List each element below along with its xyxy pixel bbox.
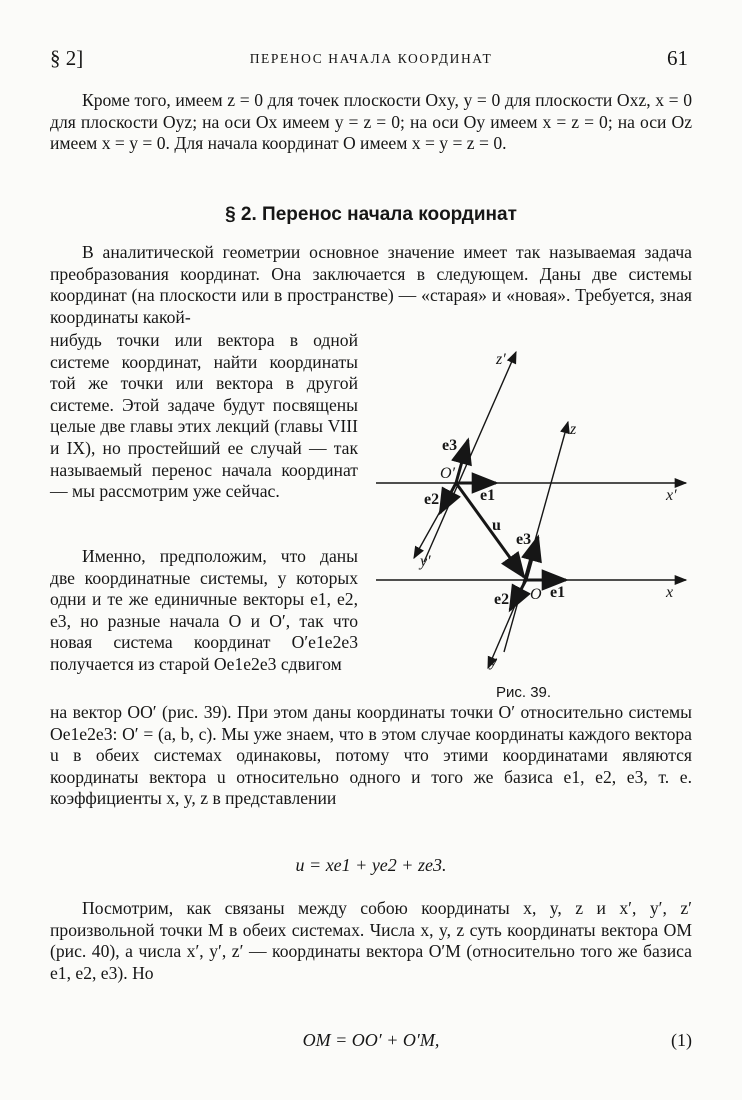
label-y-prime: y′ bbox=[420, 553, 431, 570]
label-z-prime: z′ bbox=[496, 351, 506, 368]
running-header bbox=[50, 46, 692, 76]
equation-1: OM = OO′ + O′M, bbox=[302, 1030, 440, 1050]
label-e1-old: e1 bbox=[550, 584, 566, 601]
paragraph-coordinates-relation: Посмотрим, как связаны между собою координаты x, y, z и x′, y′, z′ произвольной точки M в обеих системах. Числа x, y, z суть координаты вектора OM (рис. 40), а числа x′, y′, z′ — координаты вектора O′M (относительно того же базиса e1, e2, e3). Но bbox=[50, 898, 692, 983]
intro-paragraph: Кроме того, имеем z = 0 для точек плоскости Oxy, y = 0 для плоскости Oxz, x = 0 для плоскости Oyz; на оси Ox имеем y = z = 0; на оси Oy имеем x = z = 0; на оси Oz имеем x = y = 0. Для начала координат O имеем x = y = z = 0. bbox=[50, 90, 692, 154]
z-prime-axis bbox=[424, 352, 516, 562]
paragraph-shift-vector: на вектор OO′ (рис. 39). При этом даны координаты точки O′ относительно системы Oe1e2e3: O′ = (a, b, c). Мы уже знаем, что в этом случае координаты каждого вектора u в обеих системах одинаковы, потому что этими координатами являются координаты вектора u относительно одного и того же базиса e1, e2, e3, т. е. коэффициенты x, y, z в представлении bbox=[50, 702, 692, 809]
section-marker: § 2] bbox=[50, 46, 84, 70]
label-e3-new: e3 bbox=[442, 437, 458, 454]
e2-old-vector bbox=[510, 580, 526, 610]
section-heading: § 2. Перенос начала координат bbox=[225, 204, 517, 225]
equation-1-number: (1) bbox=[671, 1030, 692, 1050]
label-x-prime: x′ bbox=[666, 487, 677, 504]
label-x: x bbox=[666, 584, 674, 601]
paragraph-task-continued: нибудь точки или вектора в одной системе координат, найти координаты той же точки или вектора в другой системе. Этой задаче будут посвящены целые две главы этих лекций (главы VIII и IX), но простейший ее случай — так называемый перенос начала координат — мы рассмотрим уже сейчас. bbox=[50, 330, 358, 502]
running-title: ПЕРЕНОС НАЧАЛА КООРДИНАТ bbox=[249, 51, 493, 66]
label-u: u bbox=[492, 517, 501, 534]
page-number: 61 bbox=[667, 46, 688, 70]
label-z: z bbox=[570, 421, 577, 438]
figure-caption: Рис. 39. bbox=[496, 684, 552, 701]
label-e2-old: e2 bbox=[494, 591, 510, 608]
label-o: O bbox=[530, 586, 542, 603]
equation-u-decomposition: u = xe1 + ye2 + ze3. bbox=[295, 855, 447, 875]
figure-39 bbox=[370, 344, 696, 714]
label-o-prime: O′ bbox=[440, 465, 456, 482]
label-y: y bbox=[490, 653, 498, 670]
paragraph-task-definition: В аналитической геометрии основное значение имеет так называемая задача преобразования координат. Она заключается в следующем. Даны две системы координат (на плоскости или в пространстве) — «старая» и «новая». Требуется, зная координаты какой- bbox=[50, 242, 692, 327]
z-axis bbox=[504, 422, 568, 652]
label-e3-old: e3 bbox=[516, 531, 532, 548]
label-e2-new: e2 bbox=[424, 491, 440, 508]
label-e1-new: e1 bbox=[480, 487, 496, 504]
paragraph-assumption: Именно, предположим, что даны две координатные системы, у которых одни и те же единичные векторы e1, e2, e3, но разные начала O и O′, так что новая система координат O′e1e2e3 получается из старой Oe1e2e3 сдвигом bbox=[50, 546, 358, 674]
